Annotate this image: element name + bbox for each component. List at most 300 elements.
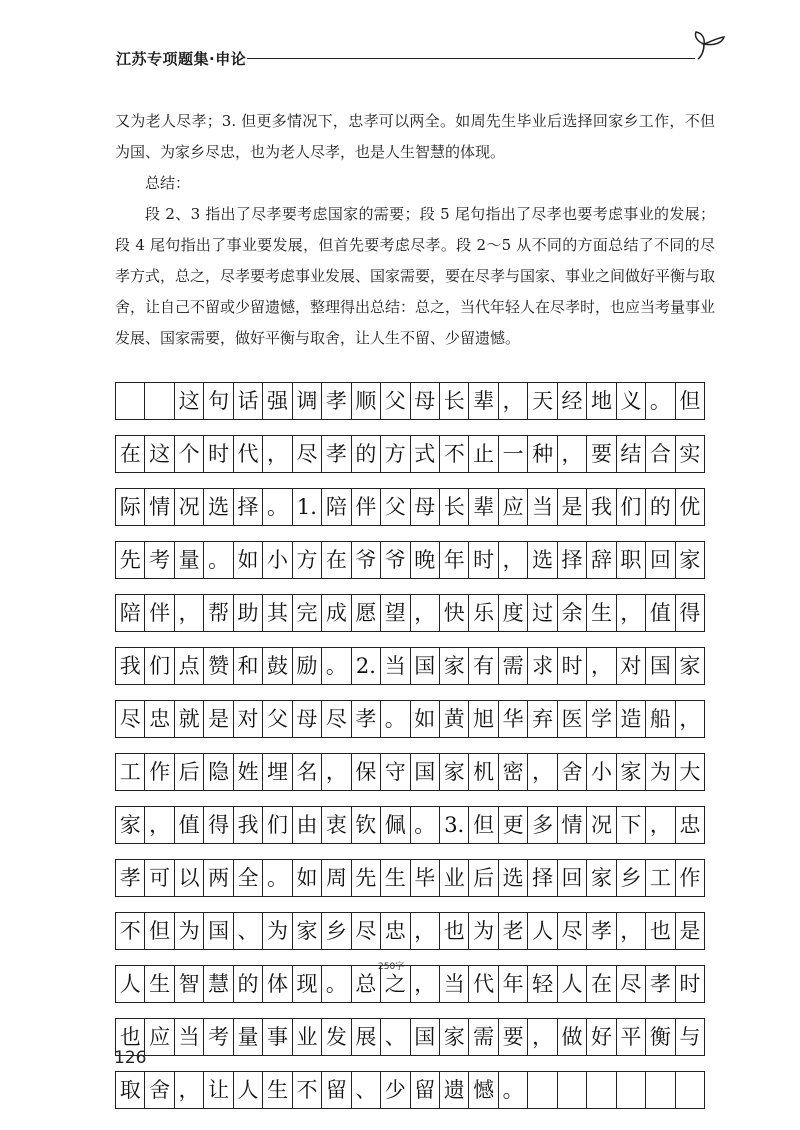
grid-cell: 体	[263, 966, 292, 1002]
grid-cell: 励	[293, 648, 322, 684]
grid-cell: 国	[411, 754, 440, 790]
grid-cell: 后	[175, 754, 204, 790]
grid-row	[115, 753, 705, 791]
grid-cell: 以	[175, 860, 204, 896]
grid-cell: 天	[528, 383, 557, 419]
grid-cell: 毕	[411, 860, 440, 896]
grid-cell: 全	[234, 860, 263, 896]
grid-cell: 舍	[558, 754, 587, 790]
grid-cell: 先	[116, 542, 145, 578]
grid-cell: 也	[646, 913, 675, 949]
grid-cell: 。	[204, 542, 233, 578]
grid-cell: 总	[352, 966, 381, 1002]
grid-cell	[676, 1072, 705, 1108]
grid-cell: ，	[175, 1072, 204, 1108]
grid-cell: 要	[499, 1019, 528, 1055]
grid-cell: 慧	[204, 966, 233, 1002]
grid-cell: 对	[617, 648, 646, 684]
grid-cell: ，	[175, 595, 204, 631]
grid-cell: 埋	[263, 754, 292, 790]
grid-cell: 国	[411, 1019, 440, 1055]
grid-cell	[528, 1072, 557, 1108]
page-number: 126	[114, 1048, 147, 1068]
grid-cell: 如	[411, 701, 440, 737]
grid-cell: ，	[322, 754, 351, 790]
grid-cell: 个	[175, 436, 204, 472]
grid-cell	[116, 383, 145, 419]
grid-cell: 佩	[381, 807, 410, 843]
grid-cell: 孝	[646, 966, 675, 1002]
grid-cell: ，	[528, 1019, 557, 1055]
grid-cell: 有	[469, 648, 498, 684]
grid-cell: 晚	[411, 542, 440, 578]
grid-cell: 过	[528, 595, 557, 631]
grid-cell: 需	[469, 1019, 498, 1055]
grid-cell: 家	[293, 913, 322, 949]
grid-cell: 两	[204, 860, 233, 896]
grid-cell: 方	[381, 436, 410, 472]
grid-cell: 长	[440, 383, 469, 419]
grid-cell: 方	[293, 542, 322, 578]
paragraph: 段 2、3 指出了尽孝要考虑国家的需要；段 5 尾句指出了尽孝也要考虑事业的发展；段 4 尾句指出了事业要发展，但首先要考虑尽孝。段 2～5 从不同的方面总结了不同的尽孝方式，总之，尽孝要考虑事业发展、国家需要，要在尽孝与国家、事业之间做好平衡与取舍，让自己不留或少留遗憾，整理得出总结：总之，当代年轻人在尽孝时，也应当考量事业发展、国家需要，做好平衡与取舍，让人生不留、少留遗憾。	[115, 205, 716, 347]
grid-cell: 国	[204, 913, 233, 949]
grid-cell: 1.	[293, 489, 322, 525]
grid-cell: 择	[528, 860, 557, 896]
grid-cell: ，	[617, 595, 646, 631]
grid-cell	[587, 1072, 616, 1108]
grid-cell: ，	[617, 913, 646, 949]
grid-row	[115, 806, 705, 844]
grid-cell: 乡	[322, 913, 351, 949]
grid-cell: ，	[676, 701, 705, 737]
grid-cell: 是	[676, 913, 705, 949]
grid-cell: 当	[381, 648, 410, 684]
grid-row	[115, 700, 705, 738]
grid-cell: 回	[646, 542, 675, 578]
grid-cell: 这	[145, 436, 174, 472]
grid-cell: 帮	[204, 595, 233, 631]
grid-cell: 际	[116, 489, 145, 525]
grid-row	[115, 1071, 705, 1109]
grid-cell: 业	[293, 1019, 322, 1055]
grid-cell: 的	[234, 966, 263, 1002]
grid-cell: 点	[175, 648, 204, 684]
grid-row	[115, 541, 705, 579]
grid-row	[115, 594, 705, 632]
grid-cell: 种	[528, 436, 557, 472]
grid-cell: 钦	[352, 807, 381, 843]
grid-cell: 家	[440, 648, 469, 684]
grid-cell: 辈	[469, 383, 498, 419]
grid-cell: ，	[558, 436, 587, 472]
grid-cell: 2.	[352, 648, 381, 684]
grid-cell: 作	[676, 860, 705, 896]
grid-cell: 孝	[322, 436, 351, 472]
grid-cell: 与	[676, 1019, 705, 1055]
grid-cell: 、	[352, 1072, 381, 1108]
grid-cell: 家	[617, 754, 646, 790]
grid-cell: 保	[352, 754, 381, 790]
grid-cell: 量	[175, 542, 204, 578]
grid-cell: 家	[676, 542, 705, 578]
grid-cell: 母	[293, 701, 322, 737]
grid-cell: 选	[528, 542, 557, 578]
grid-cell: 。	[381, 701, 410, 737]
grid-cell: ，	[528, 754, 557, 790]
grid-cell: 陪	[322, 489, 351, 525]
grid-cell: 做	[558, 1019, 587, 1055]
grid-cell: 完	[293, 595, 322, 631]
grid-cell: 择	[234, 489, 263, 525]
grid-cell: 考	[145, 542, 174, 578]
grid-cell: 爷	[352, 542, 381, 578]
grid-cell: 但	[676, 383, 705, 419]
grid-cell: 忠	[381, 913, 410, 949]
grid-cell: 我	[116, 648, 145, 684]
grid-cell: 事	[263, 1019, 292, 1055]
grid-row	[115, 912, 705, 950]
grid-cell: 是	[204, 701, 233, 737]
grid-cell: 家	[676, 648, 705, 684]
grid-cell: 如	[293, 860, 322, 896]
grid-cell: 下	[617, 807, 646, 843]
grid-cell: 取	[116, 1072, 145, 1108]
grid-cell: 强	[263, 383, 292, 419]
grid-cell: 名	[293, 754, 322, 790]
grid-cell	[646, 1072, 675, 1108]
grid-cell: 为	[469, 913, 498, 949]
grid-cell: 值	[175, 807, 204, 843]
grid-cell: 止	[469, 436, 498, 472]
grid-cell: 医	[558, 701, 587, 737]
grid-cell: ，	[411, 595, 440, 631]
grid-cell: 年	[499, 966, 528, 1002]
grid-cell: ，	[411, 913, 440, 949]
grid-cell: 时	[204, 436, 233, 472]
grid-cell: 尽	[322, 701, 351, 737]
grid-cell	[145, 383, 174, 419]
grid-cell: 。	[263, 860, 292, 896]
grid-cell: 陪	[116, 595, 145, 631]
book-title: 江苏专项题集·申论	[116, 50, 247, 68]
grid-cell: 求	[528, 648, 557, 684]
grid-cell: 。	[411, 807, 440, 843]
grid-cell: 老	[499, 913, 528, 949]
grid-cell: 留	[322, 1072, 351, 1108]
grid-cell: 人	[116, 966, 145, 1002]
grid-cell: 值	[646, 595, 675, 631]
grid-cell: 就	[175, 701, 204, 737]
grid-cell: 当	[528, 489, 557, 525]
grid-cell: 得	[204, 807, 233, 843]
grid-cell: 爷	[381, 542, 410, 578]
grid-row	[115, 859, 705, 897]
grid-cell: 地	[587, 383, 616, 419]
grid-cell: 这	[175, 383, 204, 419]
header-rule	[247, 58, 695, 59]
grid-cell: 不	[440, 436, 469, 472]
grid-row	[115, 435, 705, 473]
grid-cell: 忠	[676, 807, 705, 843]
grid-cell: 让	[204, 1072, 233, 1108]
grid-cell: 不	[293, 1072, 322, 1108]
grid-cell: 为	[175, 913, 204, 949]
grid-row	[115, 1018, 705, 1056]
grid-cell: 生	[145, 966, 174, 1002]
grid-cell: 家	[440, 1019, 469, 1055]
grid-cell: ，	[499, 542, 528, 578]
answer-grid	[115, 382, 705, 1124]
grid-cell: 忠	[145, 701, 174, 737]
grid-cell: 们	[617, 489, 646, 525]
grid-cell: 选	[499, 860, 528, 896]
grid-cell: 合	[646, 436, 675, 472]
grid-cell: 之	[381, 966, 410, 1002]
grid-cell: 生	[381, 860, 410, 896]
grid-cell: 展	[352, 1019, 381, 1055]
grid-cell: ，	[411, 966, 440, 1002]
grid-cell: 小	[587, 754, 616, 790]
grid-cell: 国	[411, 648, 440, 684]
grid-cell: 家	[116, 807, 145, 843]
grid-cell: 人	[234, 1072, 263, 1108]
grid-cell: 。	[322, 648, 351, 684]
grid-cell: 尽	[293, 436, 322, 472]
grid-cell: 舍	[145, 1072, 174, 1108]
grid-cell: 业	[440, 860, 469, 896]
grid-cell: 度	[499, 595, 528, 631]
grid-cell: 余	[558, 595, 587, 631]
grid-cell: 辈	[469, 489, 498, 525]
grid-cell: 生	[587, 595, 616, 631]
grid-cell: 弃	[528, 701, 557, 737]
grid-cell: 愿	[352, 595, 381, 631]
grid-cell: 选	[204, 489, 233, 525]
grid-cell: 多	[528, 807, 557, 843]
grid-cell: 衡	[646, 1019, 675, 1055]
grid-cell: 华	[499, 701, 528, 737]
grid-cell: 孝	[116, 860, 145, 896]
grid-cell: 小	[263, 542, 292, 578]
grid-cell: 快	[440, 595, 469, 631]
grid-cell: 尽	[617, 966, 646, 1002]
grid-cell: 对	[234, 701, 263, 737]
grid-cell: 、	[234, 913, 263, 949]
grid-cell: 义	[617, 383, 646, 419]
grid-row	[115, 965, 705, 1003]
grid-cell: ，	[145, 807, 174, 843]
grid-row	[115, 382, 705, 420]
grid-cell: 长	[440, 489, 469, 525]
grid-cell: 但	[469, 807, 498, 843]
grid-cell: ，	[499, 383, 528, 419]
grid-cell: 少	[381, 1072, 410, 1108]
paragraph: 又为老人尽孝；3. 但更多情况下，忠孝可以两全。如周先生毕业后选择回家乡工作，不但为国、为家乡尽忠，也为老人尽孝，也是人生智慧的体现。	[115, 112, 715, 161]
grid-cell: 情	[558, 807, 587, 843]
grid-cell: 人	[528, 913, 557, 949]
grid-cell: 经	[558, 383, 587, 419]
grid-cell: 母	[411, 383, 440, 419]
grid-cell: 乐	[469, 595, 498, 631]
grid-cell	[617, 1072, 646, 1108]
grid-cell: 。	[646, 383, 675, 419]
grid-cell: 时	[676, 966, 705, 1002]
grid-cell: 国	[646, 648, 675, 684]
grid-cell: 赞	[204, 648, 233, 684]
grid-cell: 调	[293, 383, 322, 419]
grid-cell: 父	[381, 489, 410, 525]
grid-cell: 其	[263, 595, 292, 631]
grid-cell: 当	[440, 966, 469, 1002]
grid-cell: 职	[617, 542, 646, 578]
grid-cell: 先	[352, 860, 381, 896]
grid-cell: 。	[499, 1072, 528, 1108]
analysis-text	[115, 106, 715, 354]
grid-cell: 、	[381, 1019, 410, 1055]
grid-cell: 学	[587, 701, 616, 737]
grid-cell: 尽	[352, 913, 381, 949]
sprout-icon	[690, 28, 730, 64]
grid-cell: 时	[558, 648, 587, 684]
grid-cell: 得	[676, 595, 705, 631]
grid-cell: 守	[381, 754, 410, 790]
grid-cell: 孝	[587, 913, 616, 949]
grid-cell: 鼓	[263, 648, 292, 684]
grid-cell: 隐	[204, 754, 233, 790]
grid-cell: 为	[646, 754, 675, 790]
grid-cell: 大	[676, 754, 705, 790]
grid-cell: 遗	[440, 1072, 469, 1108]
grid-cell: 机	[469, 754, 498, 790]
grid-cell: 周	[322, 860, 351, 896]
grid-cell: 如	[234, 542, 263, 578]
grid-cell: 憾	[469, 1072, 498, 1108]
grid-cell: 也	[440, 913, 469, 949]
grid-cell: 应	[145, 1019, 174, 1055]
grid-cell: 轻	[528, 966, 557, 1002]
grid-cell: 和	[234, 648, 263, 684]
grid-cell: 母	[411, 489, 440, 525]
grid-cell: 工	[646, 860, 675, 896]
grid-cell: 况	[587, 807, 616, 843]
grid-cell: 孝	[352, 701, 381, 737]
grid-cell: 。	[263, 489, 292, 525]
grid-cell: 旭	[469, 701, 498, 737]
grid-cell: 也	[116, 1019, 145, 1055]
grid-cell: 姓	[234, 754, 263, 790]
grid-cell: 回	[558, 860, 587, 896]
grid-cell: 当	[175, 1019, 204, 1055]
grid-cell: 的	[646, 489, 675, 525]
grid-cell: 人	[558, 966, 587, 1002]
grid-cell: 情	[145, 489, 174, 525]
grid-cell: 生	[263, 1072, 292, 1108]
grid-cell: 代	[234, 436, 263, 472]
grid-cell: 结	[617, 436, 646, 472]
grid-cell: 优	[676, 489, 705, 525]
grid-cell: 代	[469, 966, 498, 1002]
grid-cell: ，	[263, 436, 292, 472]
grid-cell: 后	[469, 860, 498, 896]
grid-cell: 家	[440, 754, 469, 790]
grid-cell: 造	[617, 701, 646, 737]
grid-cell	[558, 1072, 587, 1108]
grid-cell: 留	[411, 1072, 440, 1108]
grid-cell: 我	[587, 489, 616, 525]
grid-cell: 望	[381, 595, 410, 631]
grid-cell: 尽	[116, 701, 145, 737]
grid-cell: 孝	[322, 383, 351, 419]
grid-cell: 年	[440, 542, 469, 578]
grid-cell: 考	[204, 1019, 233, 1055]
grid-cell: 现	[293, 966, 322, 1002]
grid-cell: 乡	[617, 860, 646, 896]
grid-cell: 但	[145, 913, 174, 949]
grid-cell: 要	[587, 436, 616, 472]
grid-cell: ，	[587, 648, 616, 684]
grid-cell: 话	[234, 383, 263, 419]
grid-row	[115, 488, 705, 526]
grid-cell: 们	[263, 807, 292, 843]
grid-cell: 伴	[352, 489, 381, 525]
grid-cell: 为	[263, 913, 292, 949]
grid-cell: 可	[145, 860, 174, 896]
summary-heading: 总结：	[145, 174, 191, 192]
grid-cell: 时	[469, 542, 498, 578]
grid-cell: ，	[646, 807, 675, 843]
grid-cell: 父	[263, 701, 292, 737]
grid-cell: 家	[587, 860, 616, 896]
grid-cell: 实	[676, 436, 705, 472]
grid-cell: 3.	[440, 807, 469, 843]
grid-cell: 黄	[440, 701, 469, 737]
grid-cell: 作	[145, 754, 174, 790]
grid-cell: 伴	[145, 595, 174, 631]
grid-cell: 尽	[558, 913, 587, 949]
grid-cell: 量	[234, 1019, 263, 1055]
grid-cell: 父	[381, 383, 410, 419]
grid-cell: 择	[558, 542, 587, 578]
grid-cell: 辞	[587, 542, 616, 578]
grid-cell: 由	[293, 807, 322, 843]
grid-cell: 发	[322, 1019, 351, 1055]
grid-cell: 一	[499, 436, 528, 472]
grid-cell: 成	[322, 595, 351, 631]
grid-row	[115, 647, 705, 685]
grid-cell: 句	[204, 383, 233, 419]
grid-cell: 我	[234, 807, 263, 843]
grid-cell: 在	[116, 436, 145, 472]
grid-cell: 顺	[352, 383, 381, 419]
grid-cell: 。	[322, 966, 351, 1002]
grid-cell: 好	[587, 1019, 616, 1055]
grid-cell: 在	[322, 542, 351, 578]
grid-cell: 助	[234, 595, 263, 631]
grid-cell: 工	[116, 754, 145, 790]
grid-cell: 衷	[322, 807, 351, 843]
grid-cell: 平	[617, 1019, 646, 1055]
grid-cell: 应	[499, 489, 528, 525]
grid-cell: 不	[116, 913, 145, 949]
word-count-marker: 250字	[378, 962, 405, 972]
grid-cell: 密	[499, 754, 528, 790]
grid-cell: 智	[175, 966, 204, 1002]
grid-cell: 更	[499, 807, 528, 843]
grid-cell: 需	[499, 648, 528, 684]
grid-cell: 在	[587, 966, 616, 1002]
grid-cell: 况	[175, 489, 204, 525]
grid-cell: 们	[145, 648, 174, 684]
